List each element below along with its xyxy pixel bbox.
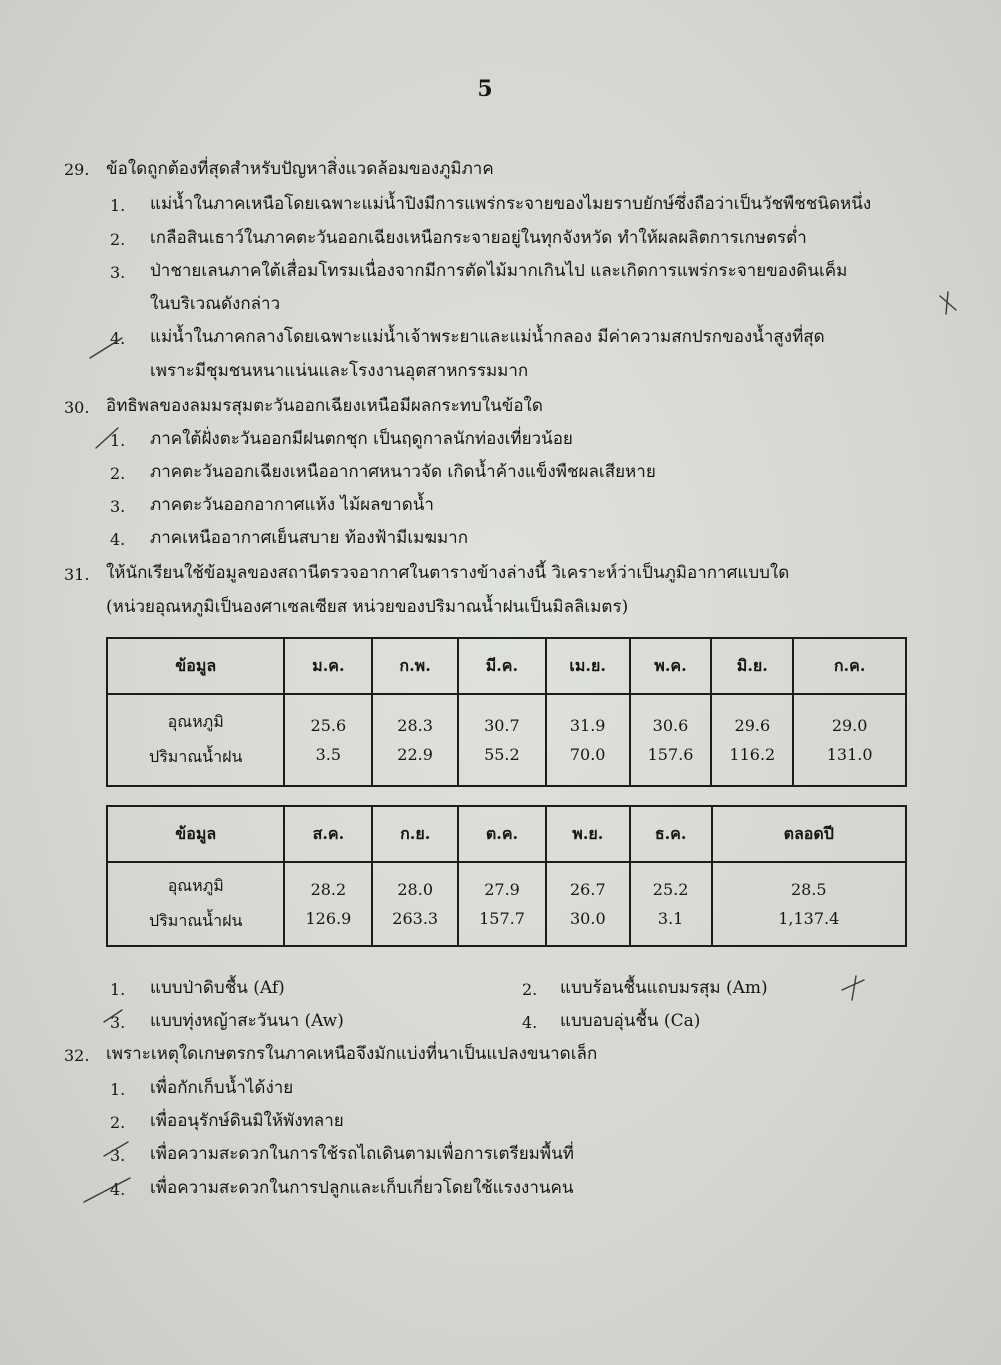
row-label-rainfall: ปริมาณน้ำฝน bbox=[149, 747, 243, 766]
option-number: 1. bbox=[110, 980, 126, 999]
temp-value: 25.6 bbox=[310, 716, 347, 735]
option-text: แบบร้อนชื้นแถบมรสุม (Am) bbox=[560, 978, 768, 998]
question-text: ให้นักเรียนใช้ข้อมูลของสถานีตรวจอากาศในตารางข้างล่างนี้ วิเคราะห์ว่าเป็นภูมิอากาศแบบใด bbox=[106, 563, 790, 583]
page-number: 5 bbox=[477, 76, 493, 102]
temp-value: 31.9 bbox=[569, 716, 606, 735]
option-text: ภาคใต้ฝั่งตะวันออกมีฝนตกชุก เป็นฤดูกาลนักท่องเที่ยวน้อย bbox=[150, 429, 573, 449]
temp-value: 30.6 bbox=[652, 716, 689, 735]
option-number: 4. bbox=[110, 1180, 126, 1199]
header-cell: ก.ย. bbox=[372, 806, 458, 862]
temp-value: 28.2 bbox=[310, 880, 347, 899]
rain-value: 131.0 bbox=[826, 745, 873, 764]
rain-value: 3.1 bbox=[657, 909, 684, 928]
option-number: 3. bbox=[110, 263, 126, 282]
temp-value: 27.9 bbox=[484, 880, 520, 899]
question-number: 31. bbox=[64, 565, 90, 584]
option-number: 2. bbox=[110, 230, 126, 249]
rain-value: 30.0 bbox=[570, 909, 606, 928]
option-text: ป่าชายเลนภาคใต้เสื่อมโทรมเนื่องจากมีการตัดไม้มากเกินไป และเกิดการแพร่กระจายของดินเค็ม bbox=[150, 261, 848, 281]
option-text: แม่น้ำในภาคเหนือโดยเฉพาะแม่น้ำปิงมีการแพร่กระจายของไมยราบยักษ์ซึ่งถือว่าเป็นวัชพืชชนิดหนึ่ง bbox=[150, 194, 872, 214]
question-text-cont: (หน่วยอุณหภูมิเป็นองศาเซลเซียส หน่วยของปริมาณน้ำฝนเป็นมิลลิเมตร) bbox=[106, 597, 629, 617]
check-mark-icon bbox=[96, 428, 118, 448]
question-number: 32. bbox=[64, 1046, 90, 1065]
header-cell: ก.ค. bbox=[793, 638, 906, 694]
header-cell: ม.ค. bbox=[284, 638, 372, 694]
option-text-cont: เพราะมีชุมชนหนาแน่นและโรงงานอุตสาหกรรมมาก bbox=[150, 361, 529, 381]
option-text: ภาคเหนืออากาศเย็นสบาย ท้องฟ้ามีเมฆมาก bbox=[150, 528, 469, 548]
option-number: 1. bbox=[110, 431, 126, 450]
option-text: แบบอบอุ่นชื้น (Ca) bbox=[560, 1011, 701, 1031]
row-label-temperature: อุณหภูมิ bbox=[167, 712, 224, 731]
rain-value: 1,137.4 bbox=[778, 909, 840, 928]
header-cell: ธ.ค. bbox=[630, 806, 712, 862]
header-cell: พ.ย. bbox=[546, 806, 630, 862]
option-text: เพื่อความสะดวกในการใช้รถไถเดินตามเพื่อการเตรียมพื้นที่ bbox=[150, 1144, 574, 1164]
question-text: อิทธิพลของลมมรสุมตะวันออกเฉียงเหนือมีผลกระทบในข้อใด bbox=[106, 396, 543, 416]
option-text: แบบทุ่งหญ้าสะวันนา (Aw) bbox=[150, 1011, 344, 1031]
header-cell: ข้อมูล bbox=[107, 806, 284, 862]
row-label-temperature: อุณหภูมิ bbox=[167, 876, 224, 895]
option-text: เพื่ออนุรักษ์ดินมิให้พังทลาย bbox=[150, 1111, 344, 1131]
option-number: 4. bbox=[110, 329, 126, 348]
rain-value: 55.2 bbox=[484, 745, 520, 764]
question-text: ข้อใดถูกต้องที่สุดสำหรับปัญหาสิ่งแวดล้อมของภูมิภาค bbox=[106, 159, 494, 179]
option-number: 2. bbox=[110, 1113, 126, 1132]
rain-value: 157.6 bbox=[647, 745, 694, 764]
rain-value: 116.2 bbox=[729, 745, 776, 764]
question-text: เพราะเหตุใดเกษตรกรในภาคเหนือจึงมักแบ่งที่นาเป็นแปลงขนาดเล็ก bbox=[106, 1044, 598, 1064]
option-text: แบบป่าดิบชื้น (Af) bbox=[150, 978, 285, 998]
rain-value: 263.3 bbox=[392, 909, 439, 928]
temp-value: 28.0 bbox=[397, 880, 433, 899]
option-number: 4. bbox=[110, 530, 126, 549]
option-number: 2. bbox=[522, 980, 538, 999]
option-number: 4. bbox=[522, 1013, 538, 1032]
temp-value: 30.7 bbox=[484, 716, 520, 735]
rain-value: 22.9 bbox=[397, 745, 433, 764]
option-text: เพื่อกักเก็บน้ำได้ง่าย bbox=[150, 1078, 294, 1098]
question-number: 30. bbox=[64, 398, 90, 417]
option-number: 1. bbox=[110, 1080, 126, 1099]
option-number: 3. bbox=[110, 1013, 126, 1032]
star-mark-icon bbox=[940, 292, 956, 314]
check-mark-icon bbox=[104, 1142, 128, 1156]
row-label-rainfall: ปริมาณน้ำฝน bbox=[149, 911, 243, 930]
rain-value: 157.7 bbox=[479, 909, 525, 928]
question-number: 29. bbox=[64, 160, 90, 179]
header-cell: มี.ค. bbox=[458, 638, 546, 694]
option-number: 3. bbox=[110, 1146, 126, 1165]
star-mark-icon bbox=[842, 976, 864, 1000]
temp-value: 29.6 bbox=[734, 716, 771, 735]
temp-value: 28.3 bbox=[397, 716, 433, 735]
temp-value: 28.5 bbox=[790, 880, 827, 899]
rain-value: 126.9 bbox=[305, 909, 352, 928]
header-cell: ต.ค. bbox=[458, 806, 546, 862]
check-mark-icon bbox=[104, 1010, 122, 1022]
header-cell: มิ.ย. bbox=[711, 638, 793, 694]
header-cell: ตลอดปี bbox=[712, 806, 906, 862]
option-text-cont: ในบริเวณดังกล่าว bbox=[150, 294, 281, 314]
option-text: เพื่อความสะดวกในการปลูกและเก็บเกี่ยวโดยใช้แรงงานคน bbox=[150, 1178, 574, 1198]
header-cell: พ.ค. bbox=[630, 638, 712, 694]
temp-value: 25.2 bbox=[652, 880, 689, 899]
header-cell: ก.พ. bbox=[372, 638, 458, 694]
option-text: ภาคตะวันออกเฉียงเหนืออากาศหนาวจัด เกิดน้ำค้างแข็งพืชผลเสียหาย bbox=[150, 462, 656, 482]
temp-value: 26.7 bbox=[570, 880, 606, 899]
rain-value: 3.5 bbox=[315, 745, 342, 764]
option-text: ภาคตะวันออกอากาศแห้ง ไม้ผลขาดน้ำ bbox=[150, 495, 434, 515]
option-number: 2. bbox=[110, 464, 126, 483]
check-mark-icon bbox=[90, 338, 122, 358]
option-number: 1. bbox=[110, 196, 126, 215]
option-text: เกลือสินเธาว์ในภาคตะวันออกเฉียงเหนือกระจายอยู่ในทุกจังหวัด ทำให้ผลผลิตการเกษตรต่ำ bbox=[150, 228, 807, 248]
header-cell: ส.ค. bbox=[284, 806, 372, 862]
header-cell: เม.ย. bbox=[546, 638, 630, 694]
header-cell: ข้อมูล bbox=[107, 638, 284, 694]
temp-value: 29.0 bbox=[831, 716, 868, 735]
option-number: 3. bbox=[110, 497, 126, 516]
rain-value: 70.0 bbox=[569, 745, 606, 764]
option-text: แม่น้ำในภาคกลางโดยเฉพาะแม่น้ำเจ้าพระยาและแม่น้ำกลอง มีค่าความสกปรกของน้ำสูงที่สุด bbox=[150, 327, 825, 347]
check-mark-icon bbox=[84, 1178, 130, 1202]
